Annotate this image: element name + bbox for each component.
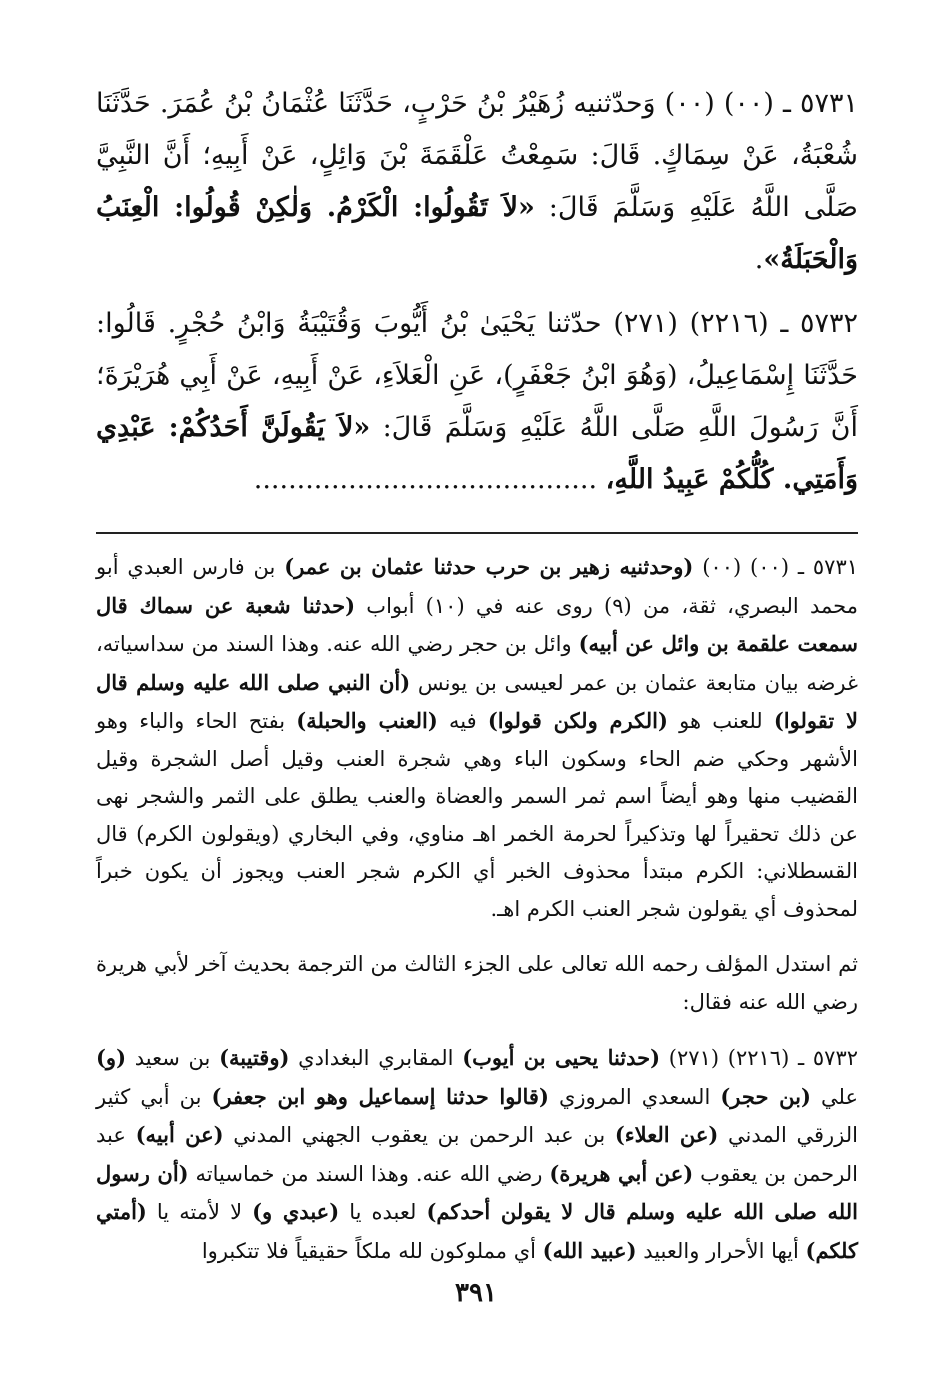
commentary-text: بن فارس العبدي أبو محمد البصري، ثقة، من (٩) روى عنه في (١٠) أبواب — [96, 555, 858, 618]
commentary-5732 — [96, 1039, 858, 1270]
commentary-bold: (وحدثنيه زهير بن حرب حدثنا عثمان بن عمر) — [284, 554, 694, 579]
hadith-5732 — [96, 298, 858, 506]
commentary-text: ٥٧٣٢ ـ (٢٢١٦) (٢٧١) — [660, 1046, 859, 1070]
commentary-bold: (عبيد الله) — [542, 1237, 637, 1263]
commentary-bold: (عن أبيه) — [135, 1122, 224, 1147]
commentary-bold: (قالوا حدثنا إسماعيل وهو ابن جعفر) — [211, 1083, 549, 1109]
commentary-bold: (حدثنا شعبة عن سماك قال سمعت علقمة بن وائل عن أبيه) — [96, 592, 858, 656]
commentary-bold: (أمتي كلكم) — [96, 1199, 858, 1263]
commentary-text: وائل بن حجر رضي الله عنه. وهذا السند من سداسياته، غرضه بيان متابعة عثمان بن عمر لعيسى بن يونس — [96, 632, 858, 695]
hadith-text: ٥٧٣١ ـ (٠٠) (٠٠) وَحدّثنيه زُهَيْرُ بْنُ حَرْبٍ، حَدَّثَنَا عُثْمَانُ بْنُ عُمَرَ. حَدَّثَنَا شُعْبَةُ، عَنْ سِمَاكٍ. قَالَ: سَمِعْتُ عَلْقَمَةَ بْنَ وَائِلٍ، عَنْ أَبِيهِ؛ أَنَّ النَّبِيَّ صَلَّى اللَّهُ عَلَيْهِ وَسَلَّمَ قَالَ: — [96, 88, 859, 223]
commentary-bold: (أن رسول الله صلى الله عليه وسلم قال لا يقولن أحدكم) — [96, 1160, 858, 1224]
commentary-text: للعنب هو — [667, 709, 774, 733]
commentary-text: رضي الله عنه. وهذا السند من خماسياته — [188, 1161, 550, 1186]
commentary-text: لعبده يا — [339, 1200, 427, 1224]
commentary-bold: (الكرم ولكن قولوا) — [487, 708, 668, 733]
hadith-text: ٥٧٣٢ ـ (٢٢١٦) (٢٧١) حدّثنا يَحْيَىٰ بْنُ أَيُّوبَ وَقُتَيْبَةُ وَابْنُ حُجْرٍ. قَالُوا: حَدَّثَنَا إِسْمَاعِيلُ، (وَهُوَ ابْنُ جَعْفَرٍ)، عَنِ الْعَلاَءِ، عَنْ أَبِيهِ، عَنْ أَبِي هُرَيْرَةَ؛ أَنَّ رَسُولَ اللَّهِ صَلَّى اللَّهُ عَلَيْهِ وَسَلَّمَ قَالَ: — [96, 308, 859, 443]
section-divider — [96, 532, 858, 534]
commentary-transition: ثم استدل المؤلف رحمه الله تعالى على الجزء الثالث من الترجمة بحديث آخر لأبي هريرة رضي الله عنه فقال: — [96, 952, 858, 1014]
commentary-text: أي مملوكون لله ملكاً حقيقياً فلا تتكبروا — [201, 1238, 543, 1263]
commentary-text: بفتح الحاء والباء وهو الأشهر وحكي ضم الحاء وسكون الباء وهي شجرة العنب وقيل أصل الشجرة وقيل القضيب منها وهو أيضاً اسم ثمر السمر والعضاة والعنب يطلق على الثمر والشجر نهى عن ذلك تحقيراً لها وتذكيراً لحرمة الخمر اهـ مناوي، وفي البخاري (ويقولون الكرم) قال القسطلاني: الكرم مبتدأ محذوف الخبر أي الكرم شجر العنب ويجوز أن يكون خبراً لمحذوف أي يقولون شجر العنب الكرم اهـ. — [96, 709, 858, 921]
hadith-end: ........................................ — [253, 464, 606, 495]
commentary-bold: (وقتيبة) — [219, 1045, 290, 1070]
commentary-bold: (عبدي و) — [252, 1199, 340, 1224]
commentary-text: فيه — [437, 709, 488, 733]
commentary-bold: (أن النبي صلى الله عليه وسلم قال لا تقولوا) — [96, 669, 859, 733]
commentary-text: بن عبد الرحمن بن يعقوب الجهني المدني — [223, 1123, 615, 1147]
commentary-bold: (و) — [96, 1045, 127, 1070]
commentary-5731 — [96, 548, 858, 928]
commentary-text: بن سعيد — [126, 1046, 220, 1070]
commentary-text: ٥٧٣١ ـ (٠٠) (٠٠) — [693, 555, 859, 579]
commentary-bold: (بن حجر) — [720, 1083, 811, 1109]
commentary-bold: (العنب والحبلة) — [296, 708, 438, 733]
commentary-text: عبد الرحمن بن يعقوب — [96, 1123, 858, 1186]
commentary-text: علي — [810, 1084, 858, 1109]
hadith-5731 — [96, 78, 858, 286]
commentary-text: المقابري البغدادي — [289, 1046, 463, 1070]
page-number: ٣٩١ — [455, 1278, 497, 1308]
commentary-bold: (عن العلاء) — [614, 1122, 719, 1147]
commentary-text: بن أبي كثير الزرقي المدني — [96, 1084, 858, 1147]
commentary-text: السعدي المروزي — [548, 1084, 721, 1109]
hadith-quote: «لاَ يَقُولَنَّ أَحَدُكُمْ: عَبْدِي وَأَمَتِي. كُلُّكُمْ عَبِيدُ اللَّهِ، — [96, 412, 858, 495]
hadith-quote: «لاَ تَقُولُوا: الْكَرْمُ. وَلٰكِنْ قُولُوا: الْعِنَبُ وَالْحَبَلَةُ» — [96, 192, 858, 275]
hadith-end: . — [754, 244, 764, 275]
commentary-bold: (عن أبي هريرة) — [549, 1160, 694, 1186]
commentary-bold: (حدثنا يحيى بن أيوب) — [462, 1045, 661, 1070]
commentary-text: لا لأمته يا — [146, 1200, 253, 1224]
commentary-text: أيها الأحرار والعبيد — [636, 1238, 806, 1263]
